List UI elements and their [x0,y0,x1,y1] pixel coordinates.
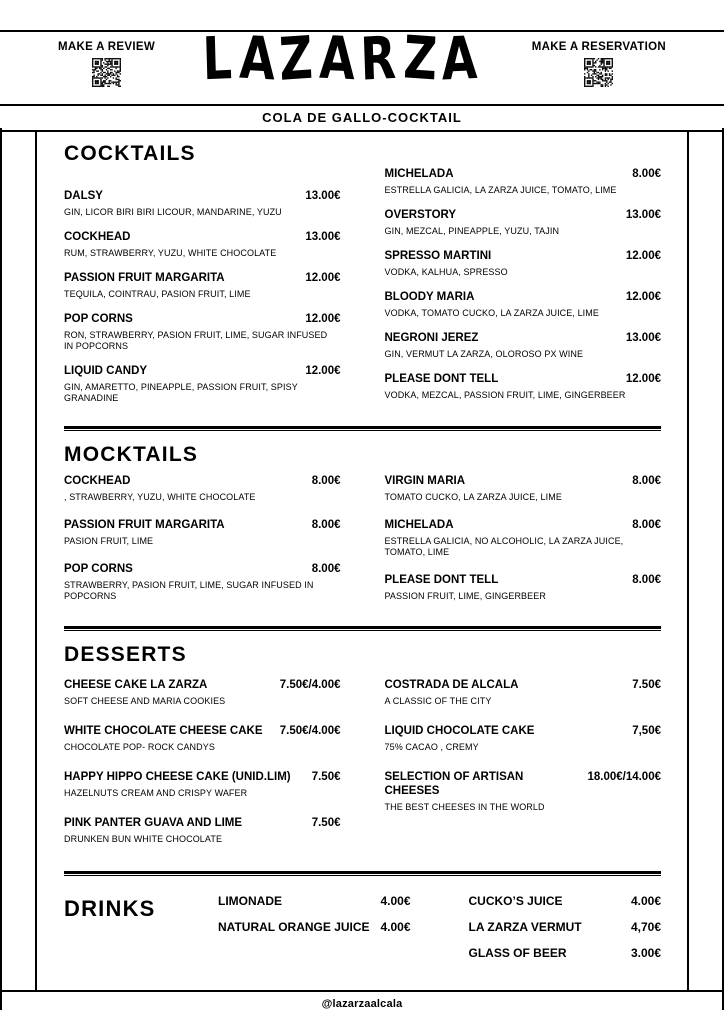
menu-item [385,475,662,503]
menu-item-row [385,725,662,739]
item-price: 7.50€ [311,817,341,830]
menu-item-row [385,250,662,264]
menu-item-row [385,332,662,346]
item-name: LIQUID CANDY [64,365,148,378]
menu-column [64,679,341,863]
item-price: 7.50€ [311,771,341,784]
item-price: 7,50€ [632,725,661,738]
item-name: MICHELADA [384,518,454,531]
item-name: VIRGIN MARIA [384,474,465,487]
item-description: RON, STRAWBERRY, PASION FRUIT, LIME, SUGAR INFUSED IN POPCORNS [64,329,328,352]
item-price: 12.00€ [625,291,661,304]
item-price: 12.00€ [305,365,341,378]
title-letter: L [201,22,239,94]
item-description: ESTRELLA GALICIA, LA ZARZA JUICE, TOMATO, LIME [384,184,617,195]
item-description: ESTRELLA GALICIA, NO ALCOHOLIC, LA ZARZA JUICE, TOMATO, LIME [384,535,624,557]
item-price: 7.50€/4.00€ [279,725,341,738]
item-price: 18.00€/14.00€ [587,771,661,784]
menu-item [385,373,662,401]
menu-section-mocktails [64,437,661,618]
item-price: 4.00€ [380,919,411,934]
menu-item [469,946,662,962]
menu-item-row [64,679,341,693]
item-price: 13.00€ [305,231,341,244]
menu-item-row [385,475,662,489]
instagram-handle: @lazarzaalcala [321,998,403,1010]
menu-item-row [64,365,341,379]
menu-item [385,250,662,278]
item-price: 8.00€ [632,518,661,531]
section-divider [64,626,661,631]
item-price: 12.00€ [305,272,341,285]
item-price: 8.00€ [311,474,341,487]
item-price: 7.50€ [632,679,661,692]
menu-item [469,920,662,936]
menu-section-cocktails [64,136,661,418]
menu-item [64,272,341,300]
item-price: 4,70€ [630,919,661,934]
menu-item [64,475,341,503]
item-name: COCKHEAD [64,231,131,244]
section-divider [64,426,661,431]
review-qr-code-icon [92,58,121,87]
item-price: 12.00€ [625,373,661,386]
menu-item [385,574,662,602]
item-price: 13.00€ [625,332,661,345]
reservation-qr-code-icon [584,58,613,87]
item-description: GIN, MEZCAL, PINEAPPLE, YUZU, TAJIN [384,225,560,236]
menu-item [218,894,411,910]
menu-item [64,231,341,259]
item-name: NEGRONI JEREZ [384,332,479,345]
menu-item-row [64,272,341,286]
menu-columns [64,679,661,863]
item-name: POP CORNS [64,562,133,575]
menu-item-row [385,574,662,588]
drinks-column [469,894,662,961]
menu-item [385,679,662,707]
menu-item [64,817,341,845]
item-description: , STRAWBERRY, YUZU, WHITE CHOCOLATE [64,491,256,502]
item-description: TOMATO CUCKO, LA ZARZA JUICE, LIME [384,491,562,502]
make-reservation-label: MAKE A RESERVATION [531,41,666,53]
menu-item-row [385,771,662,799]
menu-item [64,519,341,547]
menu-item [385,519,662,558]
section-divider [64,871,661,876]
menu-item [64,563,341,602]
drinks-columns [218,894,661,961]
item-name: DALSY [64,190,103,202]
menu-item [64,771,341,799]
menu-item [64,725,341,753]
title-letter: A [319,22,363,94]
item-name: LA ZARZA VERMUT [468,919,582,934]
item-description: THE BEST CHEESES IN THE WORLD [384,801,545,812]
menu-body [35,132,689,990]
item-name: WHITE CHOCOLATE CHEESE CAKE [64,725,263,738]
item-price: 12.00€ [305,313,341,326]
menu-item [64,365,341,404]
item-price: 8.00€ [311,562,341,575]
item-price: 7.50€/4.00€ [279,679,341,692]
menu-columns [64,475,661,618]
item-description: A CLASSIC OF THE CITY [384,695,492,706]
title-letter: A [237,22,282,94]
menu-item-row [64,475,341,489]
item-name: PASSION FRUIT MARGARITA [64,518,225,531]
menu-footer [0,990,724,1024]
menu-item-row [64,817,341,831]
item-description: RUM, STRAWBERRY, YUZU, WHITE CHOCOLATE [64,247,277,258]
item-description: SOFT CHEESE AND MARIA COOKIES [64,695,226,706]
title-letter: Z [278,22,321,94]
menu-item [218,920,411,936]
menu-item-row [64,231,341,245]
menu-item-row [385,209,662,223]
make-review-label: MAKE A REVIEW [58,41,155,53]
menu-column [385,475,662,618]
item-name: LIMONADE [218,894,282,909]
item-description: DRUNKEN BUN WHITE CHOCOLATE [64,834,223,845]
title-letter: R [359,22,404,94]
menu-item [64,313,341,352]
item-description: STRAWBERRY, PASION FRUIT, LIME, SUGAR INFUSED IN POPCORNS [64,579,314,601]
menu-item [385,725,662,753]
item-name: GLASS OF BEER [468,945,567,960]
item-name: CUCKO’S JUICE [468,894,563,909]
item-description: HAZELNUTS CREAM AND CRISPY WAFER [64,788,248,799]
menu-item-row [64,519,341,533]
menu-subtitle: COLA DE GALLO-COCKTAIL [0,104,724,132]
menu-item [385,209,662,237]
menu-item-row [385,519,662,533]
menu-item [469,894,662,910]
restaurant-title [201,22,484,94]
item-price: 4.00€ [380,894,411,909]
item-name: HAPPY HIPPO CHEESE CAKE (UNID.LIM) [64,771,291,784]
item-description: VODKA, MEZCAL, PASSION FRUIT, LIME, GINGERBEER [384,390,626,401]
item-price: 8.00€ [632,168,661,180]
section-title: MOCKTAILS [64,442,199,466]
section-title: DESSERTS [64,643,187,667]
item-name: POP CORNS [64,313,133,326]
reservation-block [532,41,666,87]
review-block [58,41,155,87]
item-price: 8.00€ [311,518,341,531]
page-border-left [0,128,2,1010]
title-letter: Z [401,22,444,94]
menu-section-drinks [64,882,661,961]
drinks-column [218,894,411,961]
item-name: NATURAL ORANGE JUICE [218,919,370,934]
section-title: DRINKS [64,896,156,922]
section-title: COCKTAILS [64,142,196,165]
item-price: 12.00€ [625,250,661,263]
menu-column [64,168,341,418]
menu-item [64,190,341,218]
menu-column [385,168,662,418]
menu-section-desserts [64,637,661,863]
item-name: COSTRADA DE ALCALA [384,679,519,692]
item-price: 8.00€ [632,474,661,487]
item-name: PINK PANTER GUAVA AND LIME [64,817,243,830]
item-description: PASION FRUIT, LIME [64,535,154,546]
menu-item-row [385,373,662,387]
item-description: TEQUILA, COINTRAU, PASION FRUIT, LIME [64,288,251,299]
item-name: OVERSTORY [384,209,457,222]
item-description: VODKA, KALHUA, SPRESSO [384,266,508,277]
item-description: PASSION FRUIT, LIME, GINGERBEER [384,590,546,601]
menu-item [385,168,662,196]
item-description: GIN, LICOR BIRI BIRI LICOUR, MANDARINE, YUZU [64,206,282,217]
menu-item-row [385,168,662,182]
item-description: VODKA, TOMATO CUCKO, LA ZARZA JUICE, LIME [384,307,599,318]
item-name: COCKHEAD [64,474,131,487]
item-name: LIQUID CHOCOLATE CAKE [384,725,535,738]
menu-item [385,771,662,813]
menu-item [385,291,662,319]
menu-item-row [64,313,341,327]
menu-column [385,679,662,863]
item-description: GIN, AMARETTO, PINEAPPLE, PASSION FRUIT, SPISY GRANADINE [64,382,298,404]
item-name: MICHELADA [384,168,454,180]
menu-item-row [385,291,662,305]
menu-item-row [64,725,341,739]
item-description: 75% CACAO , CREMY [384,741,479,752]
item-price: 4.00€ [630,894,661,909]
menu-header [0,22,724,104]
menu-item-row [385,679,662,693]
item-price: 3.00€ [630,945,661,960]
item-description: GIN, VERMUT LA ZARZA, OLOROSO PX WINE [384,348,584,359]
menu-column [64,475,341,618]
menu-item [385,332,662,360]
item-name: PASSION FRUIT MARGARITA [64,272,225,285]
item-name: CHEESE CAKE LA ZARZA [64,679,208,692]
menu-item-row [64,190,341,204]
item-name: BLOODY MARIA [384,291,475,304]
menu-item-row [64,771,341,785]
item-name: SPRESSO MARTINI [384,250,492,263]
item-price: 13.00€ [305,190,341,202]
item-name: PLEASE DONT TELL [384,574,499,587]
item-price: 8.00€ [632,574,661,587]
item-price: 13.00€ [625,209,661,222]
title-letter: A [440,22,484,94]
menu-columns [64,168,661,418]
item-name: SELECTION OF ARTISAN CHEESES [384,771,524,798]
menu-item [64,679,341,707]
item-description: CHOCOLATE POP- ROCK CANDYS [64,741,215,752]
item-name: PLEASE DONT TELL [384,373,499,386]
menu-item-row [64,563,341,577]
